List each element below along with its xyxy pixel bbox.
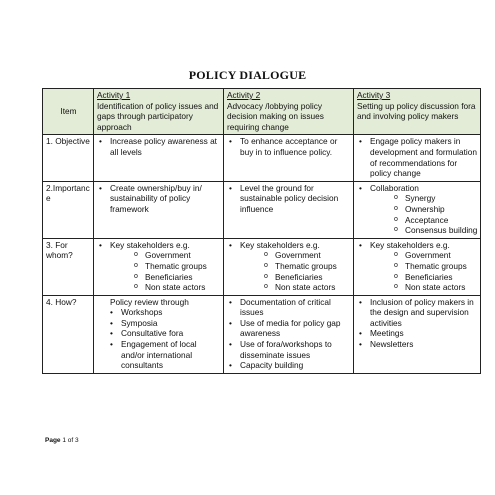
sub-list-item: o Beneficiaries [110,272,221,283]
activity-2-title: Activity 2 [227,90,261,100]
row-label-how [43,295,94,373]
table-row-objective [43,135,481,181]
list-item: • Capacity building [227,360,351,371]
sub-list-item: o Non state actors [240,282,351,293]
activity-2-header [224,89,354,135]
list-intro: Policy review through [110,296,189,307]
cell-objective-activity-3 [354,135,481,181]
list-item: • Level the ground for sustainable policy decision influence [227,183,351,215]
item-column-header: Item [43,89,94,135]
sub-list-item: o Thematic groups [240,261,351,272]
page-title: POLICY DIALOGUE [188,68,307,82]
cell-for-whom-activity-2 [224,238,354,295]
row-label-importance [43,181,94,238]
page-footer [45,437,79,444]
cell-objective-activity-1 [94,135,224,181]
of-word: of [67,437,74,444]
list-item: • Inclusion of policy makers in the design and supervision activities [357,297,478,329]
cell-how-activity-1 [94,295,224,373]
list-item: • Use of fora/workshops to disseminate issues [227,339,351,360]
list-item: • Engage policy makers in development and formulation of recommendations for policy change [357,136,478,178]
page-word: Page [45,437,61,444]
list-item [357,183,478,236]
row-label-text: 1. Objective [46,136,90,147]
list-item: • Meetings [357,328,478,339]
activity-3-title: Activity 3 [357,90,391,100]
row-label-text: 4. How? [46,296,77,307]
sub-list-item: o Acceptance [370,215,478,226]
activity-1-header [94,89,224,135]
list-item: • Workshops [97,307,221,318]
activity-3-description: Setting up policy discussion fora and involving policy makers [357,100,476,122]
table-row-for-whom [43,238,481,295]
cell-objective-activity-2 [224,135,354,181]
list-item-text: Key stakeholders e.g. [370,239,450,250]
cell-for-whom-activity-1 [94,238,224,295]
cell-for-whom-activity-3 [354,238,481,295]
table-header-row [43,89,481,135]
sub-list-item: o Non state actors [370,282,478,293]
cell-importance-activity-2 [224,181,354,238]
activity-1-title: Activity 1 [97,90,131,100]
list-item [357,240,478,293]
sub-list-item: o Beneficiaries [370,272,478,283]
activity-3-header [354,89,481,135]
list-item-text: Key stakeholders e.g. [240,239,320,250]
cell-how-activity-3 [354,295,481,373]
list-item-text: Key stakeholders e.g. [110,239,190,250]
sub-list-item: o Non state actors [110,282,221,293]
activity-1-description: Identification of policy issues and gaps through participatory approach [97,100,219,132]
list-item: • Use of media for policy gap awareness [227,318,351,339]
activity-2-description: Advocacy /lobbying policy decision making on issues requiring change [227,100,324,132]
list-item: • To enhance acceptance or buy in to influence policy. [227,136,351,157]
cell-importance-activity-3 [354,181,481,238]
list-item [227,240,351,293]
row-label-objective [43,135,94,181]
page-total: 3 [75,437,79,444]
list-item [97,240,221,293]
row-label-for-whom [43,238,94,295]
sub-list-item: o Government [370,250,478,261]
table-row-importance [43,181,481,238]
list-item: • Increase policy awareness at all levels [97,136,221,157]
row-label-text: 3. For whom? [46,239,73,261]
list-item: • Consultative fora [97,328,221,339]
table-row-how [43,295,481,373]
policy-table [42,88,481,374]
cell-importance-activity-1 [94,181,224,238]
sub-list-item: o Consensus building [370,225,478,236]
cell-how-activity-2 [224,295,354,373]
page-number: 1 [62,437,66,444]
sub-list-item: o Thematic groups [110,261,221,272]
sub-list-item: o Synergy [370,193,478,204]
sub-list-item: o Thematic groups [370,261,478,272]
sub-list-item: o Ownership [370,204,478,215]
list-item: • Engagement of local and/or international consultants [97,339,221,371]
sub-list-item: o Government [110,250,221,261]
row-label-text: 2.Importance [46,182,90,204]
sub-list-item: o Government [240,250,351,261]
list-item: • Newsletters [357,339,478,350]
list-item: • Documentation of critical issues [227,297,351,318]
list-item-text: Collaboration [370,182,419,193]
list-item: • Symposia [97,318,221,329]
sub-list-item: o Beneficiaries [240,272,351,283]
list-item: • Create ownership/buy in/ sustainability of policy framework [97,183,221,215]
